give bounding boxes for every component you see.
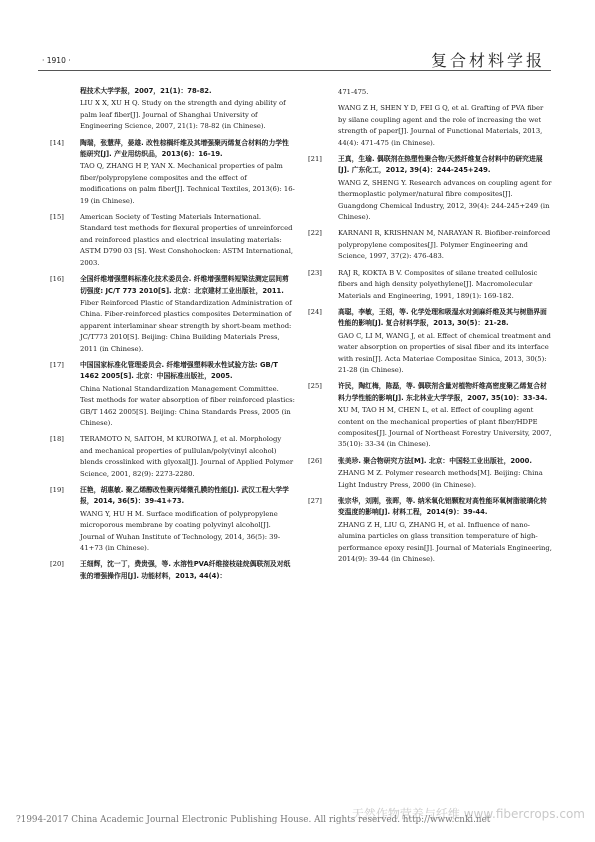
- reference-english-text: Fiber Reinforced Plastic of Standardization Administration of China. Fiber-reinforced plastics composites Determination of apparent interlaminar shear strength by short-beam method: JC/T773 2010[S]. Beijing: China Building Materials Press, 2011 (in Chinese).: [80, 298, 292, 353]
- reference-item: [308, 381, 553, 450]
- reference-number: [22]: [308, 229, 322, 238]
- reference-item: [308, 154, 553, 223]
- reference-chinese-text: 全国纤维增强塑料标准化技术委员会. 纤维增强塑料短梁法测定层间剪切强度: JC/T 773 2010[S]. 北京：北京建材工业出版社，2011.: [80, 275, 289, 295]
- page-number: · 1910 ·: [42, 56, 71, 65]
- reference-item: [308, 456, 553, 491]
- reference-chinese-text: 高聪，李敏，王绍，等. 化学处理和吸湿水对剑麻纤维及其与树脂界面性能的影响[J]. 复合材料学报，2013, 30(5)：21-28.: [338, 307, 547, 328]
- reference-number: [14]: [50, 138, 64, 147]
- reference-english-text: China National Standardization Management Committee. Test methods for water absorption of fiber reinforced plastics: GB/T 1462 2005[S]. Beijing: China Standards Press, 2005 (in Chinese).: [80, 384, 295, 427]
- reference-item: [50, 485, 295, 554]
- copyright-footer: ?1994-2017 China Academic Journal Electronic Publishing House. All rights reserved. http://www.cnki.net: [16, 815, 491, 825]
- reference-chinese-text: 汪艳，胡惠敏. 聚乙烯醇改性聚丙烯微孔膜的性能[J]. 武汉工程大学学报，2014, 36(5)：39-41+73.: [80, 486, 289, 506]
- reference-column-right: [308, 86, 553, 570]
- reference-item: [308, 103, 553, 149]
- reference-number: [20]: [50, 560, 64, 569]
- reference-chinese-text: 程技术大学学报，2007，21(1)：78-82.: [80, 87, 212, 95]
- reference-english-text: WANG Y, HU H M. Surface modification of polypropylene microporous membrane by coating polyvinyl alcohol[J]. Journal of Wuhan Institute of Technology, 2014, 36(5): 39-41+73 (in Chinese).: [80, 509, 281, 553]
- reference-english-text: RAJ R, KOKTA B V. Composites of silane treated cellulosic fibers and high density polyethylene[J]. Macromolecular Materials and Engineering, 1991, 189(1): 169-182.: [338, 268, 538, 300]
- reference-chinese-text: 陶瑞，张慧萍，晏雄. 改性棕榈纤维及其增强聚丙烯复合材料的力学性能研究[J]. 产业用纺织品，2013(6)：16-19.: [80, 138, 289, 159]
- reference-english-text: 471-475.: [338, 88, 369, 96]
- header-divider: [38, 70, 551, 71]
- reference-number: [18]: [50, 435, 64, 444]
- reference-item: [308, 307, 553, 376]
- reference-english-text: LIU X X, XU H Q. Study on the strength and dying ability of palm leaf fiber[J]. Journal of Shanghai University of Engineering Science, 2007, 21(1): 78-82 (in Chinese).: [80, 99, 286, 131]
- reference-item: [50, 559, 295, 582]
- reference-item: [308, 268, 553, 302]
- reference-item: [50, 212, 295, 269]
- reference-item: [50, 274, 295, 355]
- reference-number: [21]: [308, 155, 322, 164]
- reference-chinese-text: 张美珍. 聚合物研究方法[M]. 北京：中国轻工业出版社，2000.: [338, 456, 532, 465]
- reference-english-text: ZHANG M Z. Polymer research methods[M]. Beijing: China Light Industry Press, 2000 (in Chinese).: [338, 469, 543, 489]
- reference-english-text: TERAMOTO N, SAITOH, M KUROIWA J, et al. Morphology and mechanical properties of pullulan/poly(vinyl alcohol) blends crosslinked with glyoxal[J]. Journal of Applied Polymer Science, 2001, 82(9): 2273-2280.: [80, 435, 294, 478]
- reference-english-text: GAO C, LI M, WANG J, et al. Effect of chemical treatment and water absorption on properties of sisal fiber and its interface with resin[J]. Acta Materiae Compositae Sinica, 2013, 30(5): 21-28 (in Chinese).: [338, 331, 551, 374]
- journal-title: 复合材料学报: [430, 51, 545, 70]
- reference-english-text: WANG Z H, SHEN Y D, FEI G Q, et al. Grafting of PVA fiber by silane coupling agent and the role of increasing the wet strength of paper[J]. Journal of Functional Materials, 2013, 44(4): 471-475 (in Chinese).: [338, 104, 544, 147]
- reference-column-left: [50, 86, 295, 587]
- reference-number: [17]: [50, 360, 64, 369]
- reference-number: [23]: [308, 268, 322, 277]
- watermark: 天然作物营养与纤维 www.fibercrops.com: [351, 807, 585, 821]
- reference-number: [25]: [308, 382, 322, 391]
- reference-item: [308, 228, 553, 262]
- reference-number: [16]: [50, 275, 64, 284]
- reference-number: [24]: [308, 307, 322, 316]
- reference-chinese-text: 王真，生瑜. 偶联剂在热塑性聚合物/天然纤维复合材料中的研究进展[J]. 广东化工，2012, 39(4)：244-245+249.: [338, 155, 543, 175]
- reference-english-text: ZHANG Z H, LIU G, ZHANG H, et al. Influence of nano-alumina particles on glass transition temperature of high-performance epoxy resin[J]. Journal of Materials Engineering, 2014(9): 39-44 (in Chinese).: [338, 520, 552, 564]
- reference-english-text: WANG Z, SHENG Y. Research advances on coupling agent for thermoplastic polymer/natural fibre composites[J]. Guangdong Chemical Industry, 2012, 39(4): 244-245+249 (in Chinese).: [338, 178, 552, 222]
- reference-chinese-text: 中国国家标准化管理委员会. 纤维增强塑料吸水性试验方法: GB/T 1462 2005[S]. 北京：中国标准出版社，2005.: [80, 360, 278, 381]
- reference-english-text: KARNANI R, KRISHNAN M, NARAYAN R. Biofiber-reinforced polypropylene composites[J]. Polymer Engineering and Science, 1997, 37(2): 476-483.: [338, 229, 551, 261]
- reference-item: [308, 87, 553, 98]
- reference-item: [50, 86, 295, 133]
- reference-number: [15]: [50, 213, 64, 222]
- reference-item: [50, 434, 295, 480]
- reference-item: [50, 138, 295, 207]
- reference-chinese-text: 王细辉，沈一丁，费贵强，等. 水溶性PVA纤维接枝硅烷偶联剂及对纸张的增强操作用[J]. 功能材料，2013, 44(4)：: [80, 560, 291, 580]
- reference-number: [19]: [50, 486, 64, 494]
- reference-item: [308, 496, 553, 565]
- reference-number: [27]: [308, 497, 322, 505]
- reference-chinese-text: 张宗华，刘刚，张晖，等. 纳米氧化铝颗粒对高性能环氧树脂玻璃化转变温度的影响[J]. 材料工程，2014(9)：39-44.: [338, 497, 547, 517]
- reference-english-text: American Society of Testing Materials International. Standard test methods for flexural properties of unreinforced and reinforced plastics and electrical insulating materials: ASTM D790 03 [S]. West Conshohocken: ASTM International, 2003.: [80, 213, 294, 267]
- reference-english-text: TAO Q, ZHANG H P, YAN X. Mechanical properties of palm fiber/polypropylene composites and the effect of modifications on palm fiber[J]. Technical Textiles, 2013(6): 16-19 (in Chinese).: [80, 162, 295, 205]
- reference-chinese-text: 许民，陶红梅，陈磊，等. 偶联剂含量对植物纤维高密度聚乙烯复合材料力学性能的影响[J]. 东北林业大学学报，2007, 35(10)：33-34.: [338, 382, 548, 402]
- reference-english-text: XU M, TAO H M, CHEN L, et al. Effect of coupling agent content on the mechanical properties of plant fiber/HDPE composites[J]. Journal of Northeast Forestry University, 2007, 35(10): 33-34 (in Chinese).: [338, 406, 552, 449]
- reference-number: [26]: [308, 456, 322, 465]
- page-header: [0, 0, 595, 80]
- reference-item: [50, 360, 295, 429]
